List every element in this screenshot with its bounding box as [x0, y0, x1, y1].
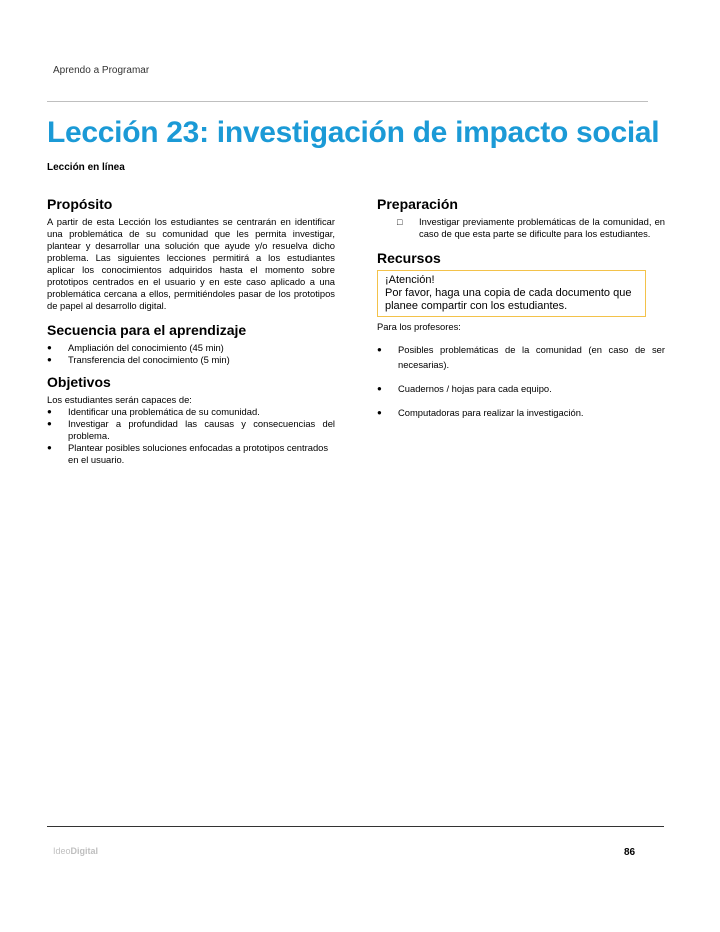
page-title: Lección 23: investigación de impacto social: [47, 116, 660, 149]
list-item: [377, 342, 665, 372]
preparacion-section: [377, 196, 665, 240]
bullet-icon: ●: [377, 408, 382, 417]
brand-light-text: Ideo: [53, 846, 71, 856]
secuencia-section: [47, 322, 335, 366]
list-item: [377, 381, 665, 396]
objetivos-section: [47, 374, 335, 466]
list-item: [47, 442, 335, 466]
list-item: [47, 354, 335, 366]
list-item-text: Plantear posibles soluciones enfocadas a prototipos centrados en el usuario.: [68, 442, 329, 465]
proposito-heading: Propósito: [47, 196, 113, 212]
lesson-subtitle: Lección en línea: [47, 162, 125, 173]
secuencia-list: [47, 342, 335, 366]
attention-callout: [377, 270, 646, 317]
objetivos-list: [47, 406, 335, 466]
list-item: [377, 216, 665, 240]
list-item-text: Investigar a profundidad las causas y consecuencias del problema.: [68, 418, 335, 441]
preparacion-list: [377, 216, 665, 240]
list-item-text: Posibles problemáticas de la comunidad (en caso de ser necesarias).: [398, 344, 665, 370]
list-item-text: Cuadernos / hojas para cada equipo.: [398, 383, 552, 394]
footer-divider: [47, 826, 664, 827]
running-header: Aprendo a Programar: [53, 65, 150, 76]
recursos-section: [377, 250, 665, 420]
list-item-text: Identificar una problemática de su comunidad.: [68, 406, 260, 417]
list-item-text: Computadoras para realizar la investigación.: [398, 407, 584, 418]
list-item-text: Transferencia del conocimiento (5 min): [68, 354, 230, 365]
bullet-icon: ●: [47, 343, 52, 352]
bullet-icon: ●: [47, 443, 52, 452]
right-column: [377, 196, 665, 420]
list-item-text: Investigar previamente problemáticas de la comunidad, en caso de que esta parte se dificulte para los estudiantes.: [419, 216, 665, 239]
page-number: 86: [624, 847, 636, 858]
list-item: [47, 342, 335, 354]
left-column: [47, 196, 335, 466]
callout-title: ¡Atención!: [385, 274, 435, 286]
bullet-icon: ●: [377, 345, 382, 354]
bullet-icon: ●: [47, 355, 52, 364]
recursos-intro: Para los profesores:: [377, 321, 461, 332]
proposito-text: A partir de esta Lección los estudiantes se centrarán en identificar una problemática de su comunidad que les permita investigar, plantear y desarrollar una solución que ayude y/o resuelva dicho problema. Las siguientes lecciones permitirá a los estudiantes aplicar los conocimientos adquiridos hasta el momento sobre prototipos centrados en el usuario y en este caso aplicado a una problemática cercana a ellos, permitiéndoles pasar de los prototipos de papel al desarrollo digital.: [47, 216, 335, 311]
bullet-icon: ●: [377, 384, 382, 393]
list-item: [377, 405, 665, 420]
bullet-icon: ●: [47, 419, 52, 428]
list-item-text: Ampliación del conocimiento (45 min): [68, 342, 224, 353]
recursos-heading: Recursos: [377, 250, 441, 266]
header-divider: [47, 101, 648, 102]
objetivos-intro: Los estudiantes serán capaces de:: [47, 394, 192, 405]
list-item: [47, 406, 335, 418]
brand-logo: [53, 846, 98, 856]
preparacion-heading: Preparación: [377, 196, 458, 212]
recursos-list: [377, 342, 665, 420]
brand-bold-text: Digital: [70, 846, 99, 856]
proposito-section: [47, 196, 335, 312]
callout-text: Por favor, haga una copia de cada documento que planee compartir con los estudiantes.: [385, 287, 632, 312]
bullet-icon: ●: [47, 407, 52, 416]
secuencia-heading: Secuencia para el aprendizaje: [47, 322, 247, 338]
checkbox-square-icon: □: [397, 217, 403, 227]
list-item: [47, 418, 335, 442]
objetivos-heading: Objetivos: [47, 374, 111, 390]
